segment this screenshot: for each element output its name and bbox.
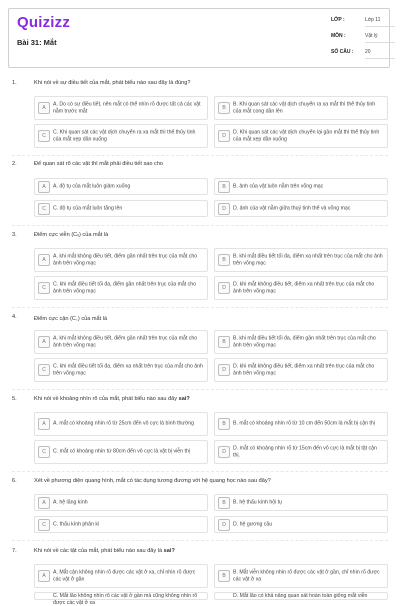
class-label: LỚP : (331, 17, 345, 23)
divider (12, 155, 388, 156)
option-b[interactable]: B B. khi mắt điều tiết tối đa, điểm xa nhất trên trục của mắt cho ảnh trên võng mạc (214, 248, 388, 272)
option-c[interactable]: C C. Khi quan sát các vật dịch chuyển ra xa mắt thì thể thủy tinh của mắt xẹp dần xuống (34, 124, 208, 148)
option-b[interactable]: B B. hệ thấu kính hội tụ (214, 494, 388, 511)
option-c[interactable]: C. Mắt lão không nhìn rõ các vật ở gần mà cũng không nhìn rõ được các vật ở xa (34, 592, 208, 600)
question-number: 2. (12, 161, 17, 167)
question-text: Điểm cực cận (C꜀) của mắt là (34, 316, 108, 322)
question-number: 6. (12, 478, 17, 484)
option-d[interactable]: D D. khi mắt không điều tiết, điểm xa nhất trên trục của mắt cho ảnh trên võng mạc (214, 358, 388, 382)
option-d[interactable]: D. Mắt lão có khả năng quan sát hoàn toàn giống mắt viễn (214, 592, 388, 600)
option-a[interactable]: A A. khi mắt không điều tiết, điểm gần nhất trên trục của mắt cho ảnh trên võng mạc (34, 330, 208, 354)
option-d[interactable]: D D. ảnh của vật nằm giữa thuỷ tinh thể và võng mạc (214, 200, 388, 217)
question-text: Điểm cực viễn (Cᵥ) của mắt là (34, 232, 109, 238)
divider (12, 389, 388, 390)
option-d[interactable]: D D. mắt có khoảng nhìn rõ từ 15cm đến vô cực là mắt bị tật cận thị. (214, 440, 388, 464)
question-text: Để quan sát rõ các vật thì mắt phải điều tiết sao cho (34, 161, 164, 167)
question-number: 3. (12, 232, 17, 238)
option-b[interactable]: B B. Khi quan sát các vật dịch chuyển ra xa mắt thì thể thủy tinh của mắt cong dần lên (214, 96, 388, 120)
subject-label: MÔN : (331, 33, 346, 39)
option-d[interactable]: D D. Khi quan sát các vật dịch chuyển lại gần mắt thì thể thủy tinh của mắt xẹp dần xuống (214, 124, 388, 148)
question-text: Khi nói về các tật của mắt, phát biểu nào sau đây là sai? (34, 548, 175, 554)
question-count-underline (365, 58, 395, 59)
divider (12, 307, 388, 308)
option-c[interactable]: C C. khi mắt điều tiết tối đa, điểm xa nhất trên trục của mắt cho ảnh trên võng mạc (34, 358, 208, 382)
worksheet-title: Bài 31: Mắt (17, 38, 57, 47)
divider (12, 471, 388, 472)
question-number: 7. (12, 548, 17, 554)
question-count-value: 20 (365, 49, 371, 55)
divider (12, 225, 388, 226)
option-b[interactable]: B B. Mắt viễn không nhìn rõ được các vật ở gần, chỉ nhìn rõ được các vật ở xa (214, 564, 388, 588)
question-number: 1. (12, 80, 17, 86)
question-number: 5. (12, 396, 17, 402)
option-b[interactable]: B B. khi mắt điều tiết tối đa, điểm gần nhất trên trục của mắt cho ảnh trên võng mạc (214, 330, 388, 354)
question-text: Khi nói về khoảng nhìn rõ của mắt, phát biểu nào sau đây sai? (34, 396, 190, 402)
option-b[interactable]: B B. ảnh của vật luôn nằm trên võng mạc (214, 178, 388, 195)
question-text: Xét về phương diện quang hình, mắt có tác dụng tương đương với hệ quang học nào sau đây? (34, 478, 271, 484)
option-a[interactable]: A A. độ tụ của mắt luôn giảm xuống (34, 178, 208, 195)
class-value: Lớp 11 (365, 17, 381, 23)
option-a[interactable]: A A. hệ lăng kính (34, 494, 208, 511)
question-number: 4. (12, 314, 17, 320)
option-c[interactable]: C C. khi mắt điều tiết tối đa, điểm gần nhất trên trục của mắt cho ảnh trên võng mạc (34, 276, 208, 300)
option-a[interactable]: A A. Mắt cận không nhìn rõ được các vật ở xa, chỉ nhìn rõ được các vật ở gần (34, 564, 208, 588)
quizizz-logo: Quizizz (17, 14, 71, 31)
option-d[interactable]: D D. hệ gương cầu (214, 516, 388, 533)
option-b[interactable]: B B. mắt có khoảng nhìn rõ từ 10 cm đến 50cm là mắt bị cận thị (214, 412, 388, 436)
worksheet-header (8, 8, 390, 68)
subject-value: Vật lý (365, 33, 378, 39)
question-text: Khi nói về sự điều tiết của mắt, phát biểu nào sau đây là đúng? (34, 80, 191, 86)
option-c[interactable]: C C. độ tụ của mắt luôn tăng lên (34, 200, 208, 217)
option-d[interactable]: D D. khi mắt không điều tiết, điểm xa nhất trên trục của mắt cho ảnh trên võng mạc (214, 276, 388, 300)
subject-underline (365, 42, 395, 43)
option-a[interactable]: A A. mắt có khoảng nhìn rõ từ 25cm đến vô cực là bình thường (34, 412, 208, 436)
divider (12, 540, 388, 541)
option-a[interactable]: A A. khi mắt không điều tiết, điểm gần nhất trên trục của mắt cho ảnh trên võng mạc (34, 248, 208, 272)
option-a[interactable]: A A. Do có sự điều tiết, nên mắt có thể nhìn rõ được tất cả các vật nằm trước mắt (34, 96, 208, 120)
option-c[interactable]: C C. thấu kính phân kì (34, 516, 208, 533)
option-c[interactable]: C C. mắt có khoảng nhìn từ 80cm đến vô cực là vật bị viễn thị (34, 440, 208, 464)
question-count-label: SỐ CÂU : (331, 49, 354, 55)
class-underline (365, 26, 395, 27)
